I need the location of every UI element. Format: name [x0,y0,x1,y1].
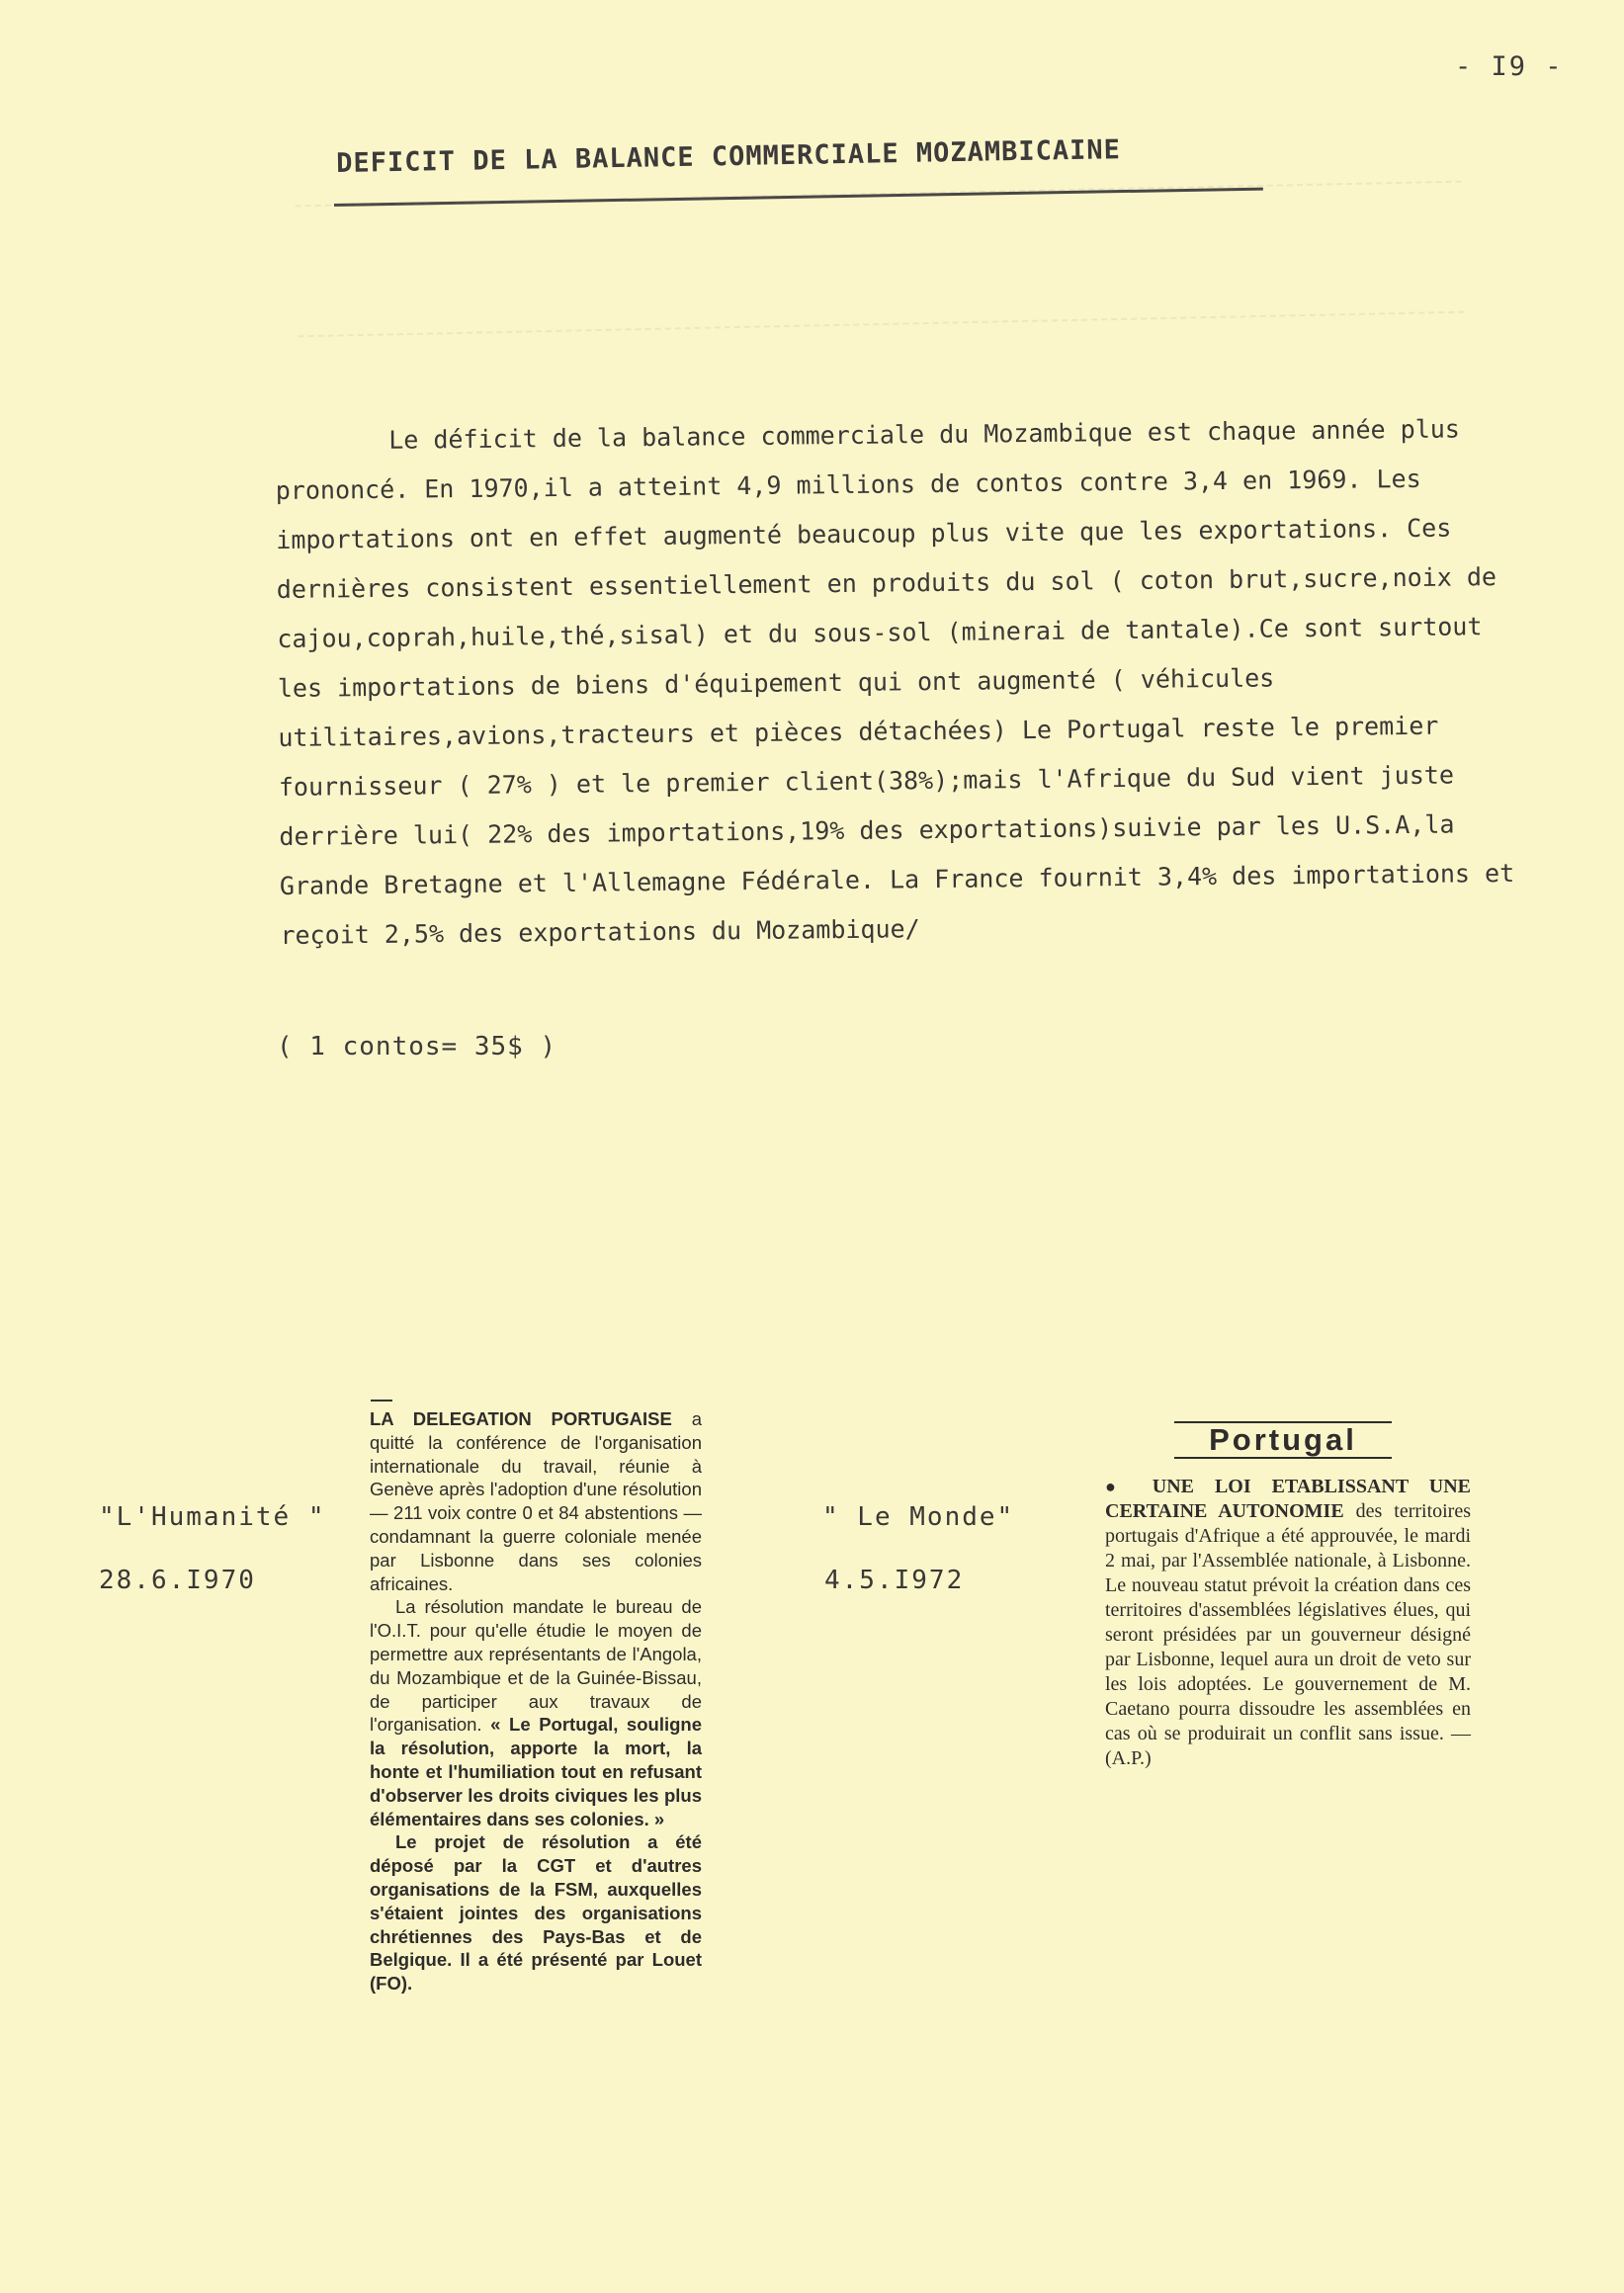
show-through-decoration [296,181,1465,338]
source-monde-date: 4.5.I972 [824,1566,965,1595]
clipping-humanite-para2 [370,1595,702,1830]
source-humanite-name: "L'Humanité " [99,1502,326,1532]
clipping-humanite-lead: LA DELEGATION PORTUGAISE [370,1408,672,1429]
clipping-humanite-para1-text: a quitté la conférence de l'organisation internationale du travail, réunie à Genève après l'adoption d'une résolution — 211 voix contre 0 et 84 abstentions — condamnant la guerre coloniale menée par Lisbonne dans ses colonies africaines. [370,1408,703,1594]
clipping-humanite-para3 [370,1830,702,1996]
source-humanite-date: 28.6.I970 [99,1566,256,1595]
clipping-humanite-para2-text: La résolution mandate le bureau de l'O.I.T. pour qu'elle étudie le moyen de permettre aux représentants de l'Angola, du Mozambique et de la Guinée-Bissau, de participer aux travaux de l'organisation. [370,1596,702,1736]
exchange-rate-note: ( 1 contos= 35$ ) [277,1032,557,1062]
bullet-icon: ● [1105,1477,1132,1496]
clipping-monde-heading: Portugal [1174,1421,1392,1459]
source-monde-name: " Le Monde" [822,1502,1015,1532]
clipping-monde-text [1105,1475,1471,1771]
article-body [275,404,1526,961]
clipping-monde [1105,1421,1471,1771]
clipping-humanite-para1 [370,1407,702,1595]
clipping-monde-lead: UNE LOI ETABLISSANT UNE CERTAINE AUTONOMIE [1105,1476,1471,1522]
clipping-humanite [370,1407,702,1996]
clipping-monde-body: des territoires portugais d'Afrique a été approuvée, le mardi 2 mai, par l'Assemblée nationale, à Lisbonne. Le nouveau statut prévoit la création dans ces territoires d'assemblées législatives élues, qui seront présidées par un gouverneur désigné par Lisbonne, lequel aura un droit de veto sur les lois adoptées. Le gouvernement de M. Caetano pourra dissoudre les assemblées en cas où se produirait un conflit sans issue. — (A.P.) [1105,1500,1472,1769]
page-title: DEFICIT DE LA BALANCE COMMERCIALE MOZAMBICAINE [336,134,1122,179]
article-paragraph: Le déficit de la balance commerciale du Mozambique est chaque année plus prononcé. En 1970,il a atteint 4,9 millions de contos contre 3,4 en 1969. Les importations ont en effet augmenté beaucoup plus vite que les exportations. Ces dernières consistent essentiellement en produits du sol ( coton brut,sucre,noix de cajou,coprah,huile,thé,sisal) et du sous-sol (minerai de tantale).Ce sont surtout les importations de biens d'équipement qui ont augmenté ( véhicules utilitaires,avions,tracteurs et pièces détachées) Le Portugal reste le premier fournisseur ( 27% ) et le premier client(38%);mais l'Afrique du Sud vient juste derrière lui( 22% des importations,19% des exportations)suivie par les U.S.A,la Grande Bretagne et l'Allemagne Fédérale. La France fournit 3,4% des importations et reçoit 2,5% des exportations du Mozambique/ [275,414,1515,950]
clipping-humanite-quote: « Le Portugal, souligne la résolution, apporte la mort, la honte et l'humiliation tout en refusant d'observer les droits civiques les plus élémentaires dans ses colonies. » [370,1714,702,1829]
clipping-humanite-para3-text: Le projet de résolution a été déposé par la CGT et d'autres organisations de la FSM, auxquelles s'étaient jointes des organisations chrétiennes des Pays-Bas et de Belgique. Il a été présenté par Louet (FO). [370,1831,702,1995]
clipping-dash [371,1400,392,1401]
page-number: - I9 - [1455,51,1564,82]
